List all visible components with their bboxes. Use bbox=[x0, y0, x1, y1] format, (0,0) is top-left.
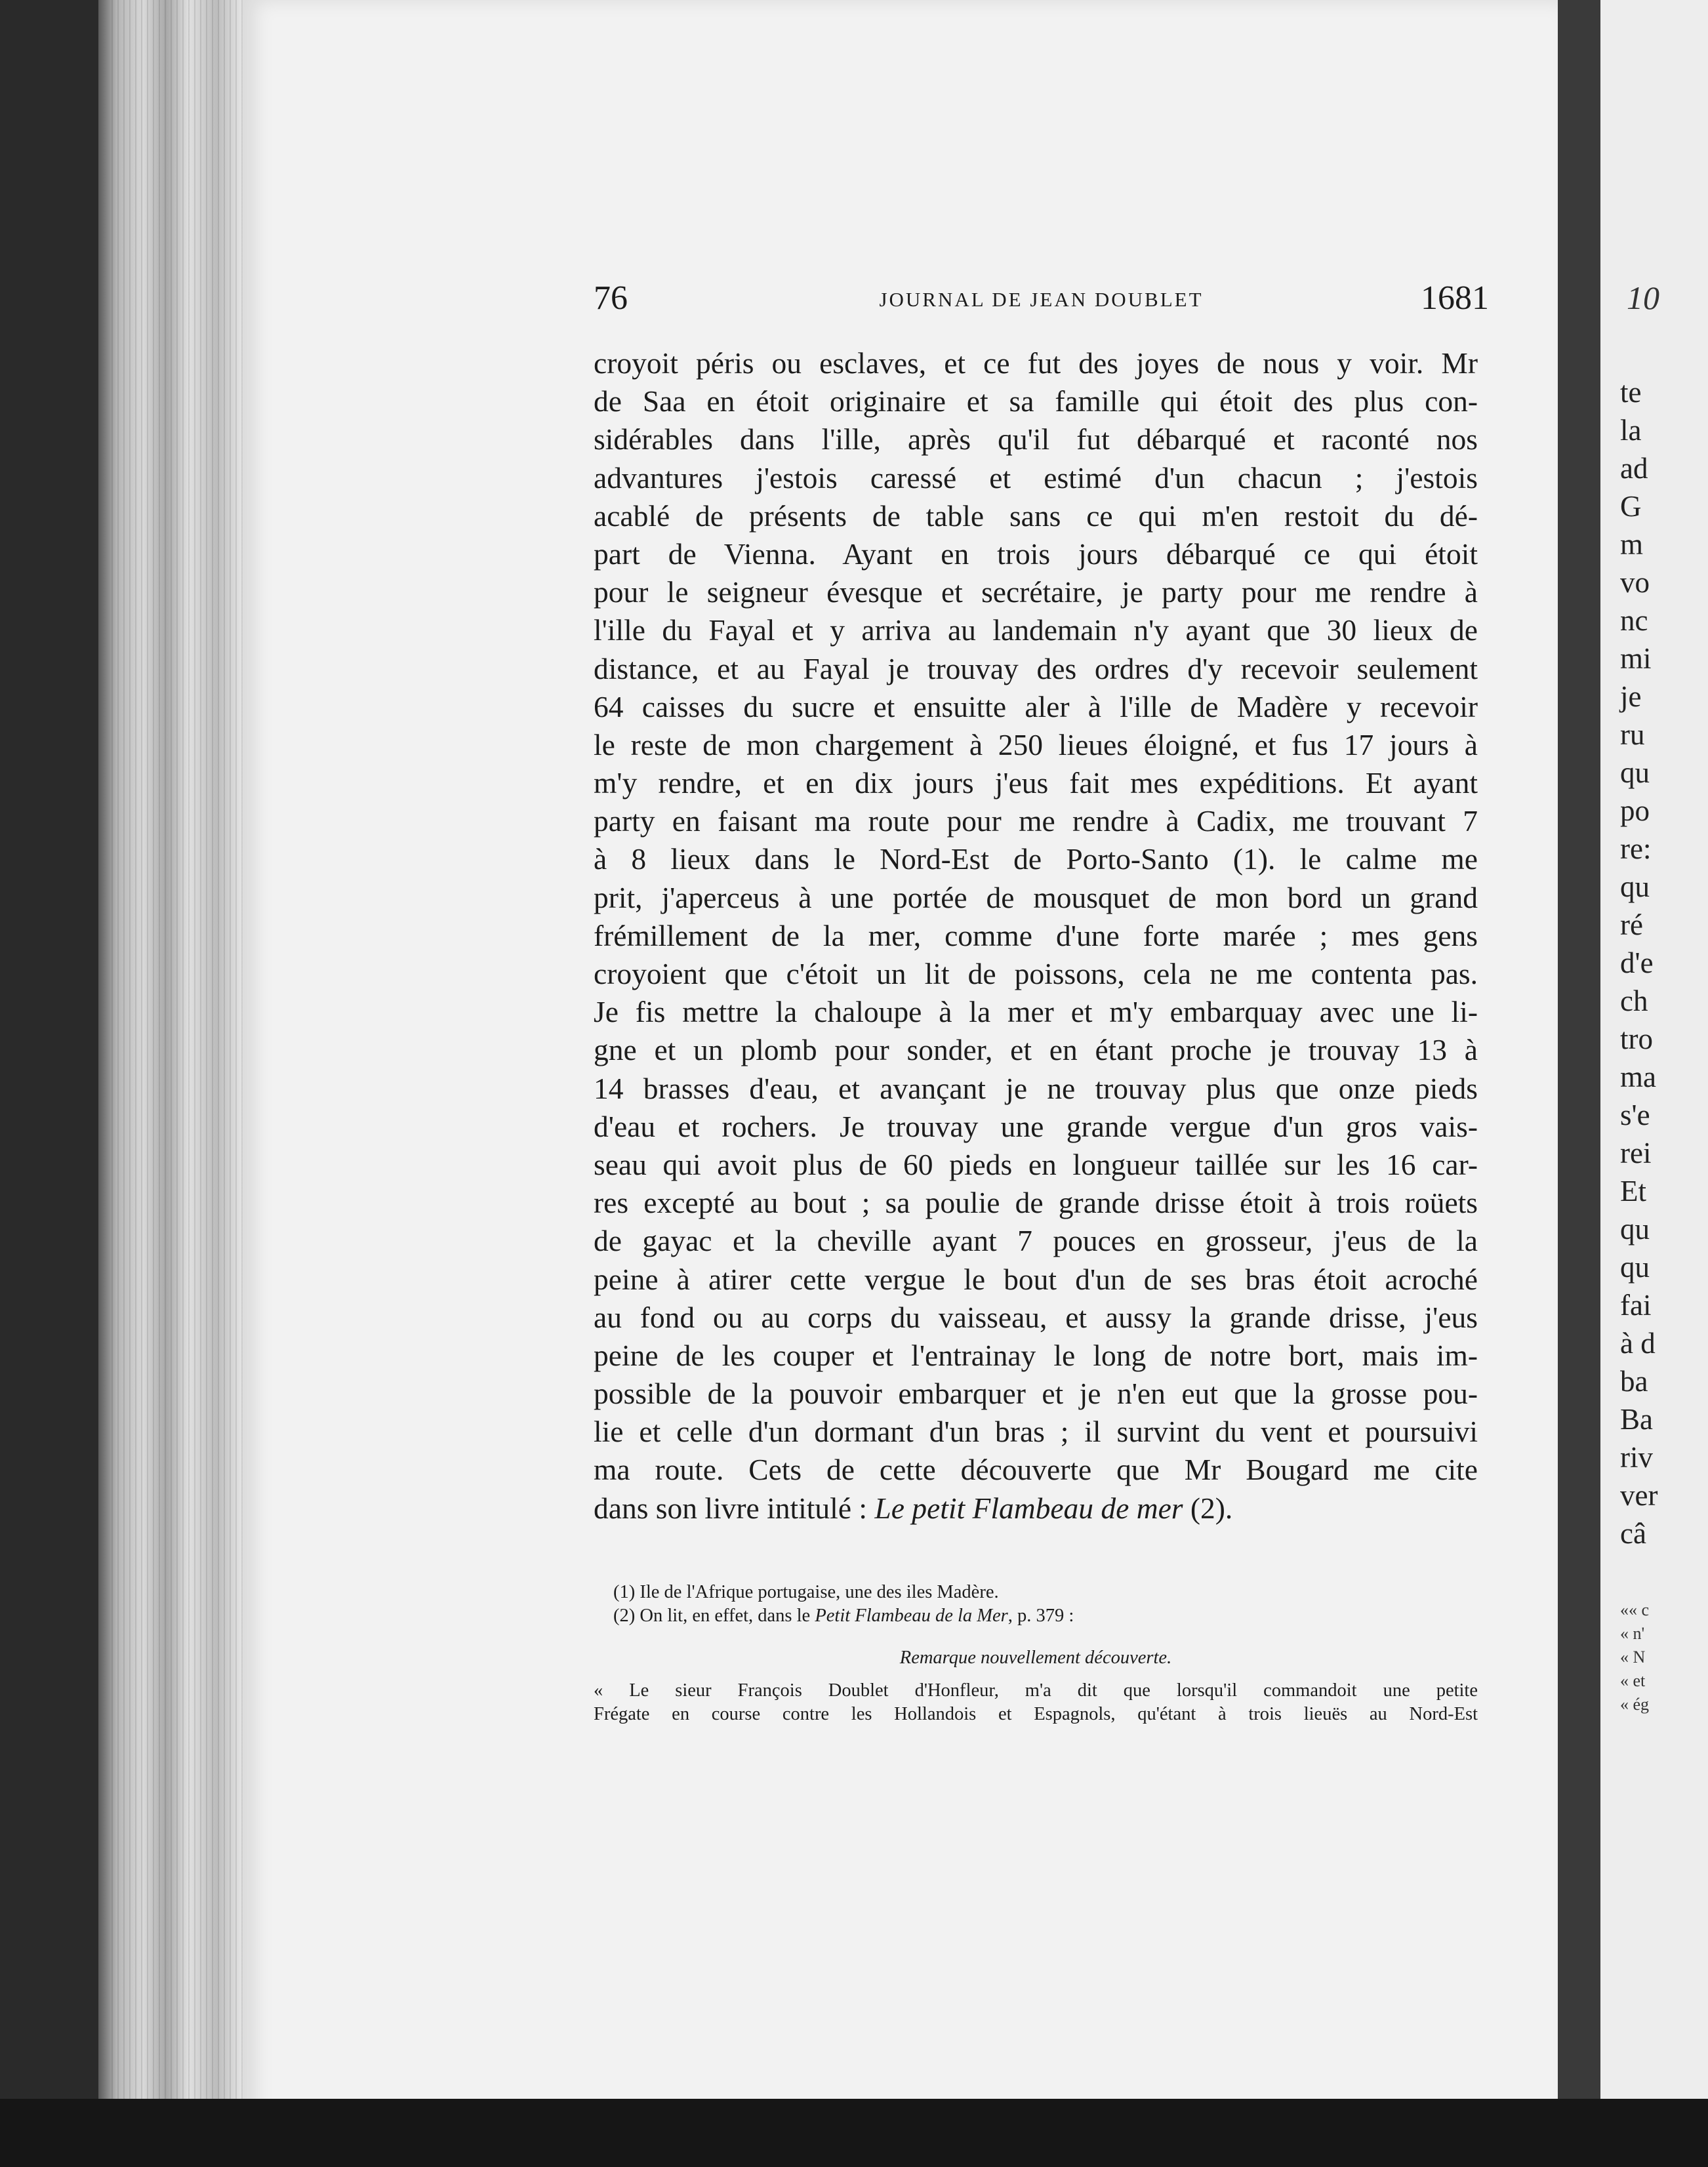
facing-page-fragment: qu bbox=[1620, 870, 1650, 903]
facing-page-fragment: la bbox=[1620, 414, 1642, 447]
body-line: pour le seigneur évesque et secrétaire, je party pour me rendre à bbox=[594, 575, 1478, 609]
body-line: distance, et au Fayal je trouvay des ordres d'y recevoir seulement bbox=[594, 651, 1478, 685]
body-line: acablé de présents de table sans ce qui m'en restoit du dé- bbox=[594, 498, 1478, 533]
body-line: res excepté au bout ; sa poulie de grande drisse étoit à trois roüets bbox=[594, 1186, 1478, 1220]
facing-page-note: « n' bbox=[1620, 1624, 1645, 1643]
body-line: seau qui avoit plus de 60 pieds en longueur taillée sur les 16 car- bbox=[594, 1147, 1478, 1181]
body-line: m'y rendre, et en dix jours j'eus fait mes expéditions. Et ayant bbox=[594, 766, 1478, 800]
facing-page-fragment: nc bbox=[1620, 604, 1648, 637]
body-line: au fond ou au corps du vaisseau, et aussy la grande drisse, j'eus bbox=[594, 1300, 1478, 1334]
body-line: lie et celle d'un dormant d'un bras ; il survint du vent et poursuivi bbox=[594, 1415, 1478, 1449]
body-line: 14 brasses d'eau, et avançant je ne trouvay plus que onze pieds bbox=[594, 1071, 1478, 1105]
body-line: Je fis mettre la chaloupe à la mer et m'y embarquay avec une li- bbox=[594, 995, 1478, 1029]
body-line: sidérables dans l'ille, après qu'il fut débarqué et raconté nos bbox=[594, 422, 1478, 456]
body-line: le reste de mon chargement à 250 lieues éloigné, et fus 17 jours à bbox=[594, 727, 1478, 761]
body-line: gne et un plomb pour sonder, et en étant proche je trouvay 13 à bbox=[594, 1033, 1478, 1067]
scan-bottom-edge bbox=[0, 2099, 1708, 2167]
facing-page-fragment: rei bbox=[1620, 1137, 1652, 1169]
facing-page-fragment: te bbox=[1620, 376, 1642, 409]
facing-page-fragment: qu bbox=[1620, 1213, 1650, 1246]
body-line: party en faisant ma route pour me rendre à Cadix, me trouvant 7 bbox=[594, 804, 1478, 838]
body-last-text: dans son livre intitulé : bbox=[594, 1491, 875, 1525]
facing-page-fragment: qu bbox=[1620, 1251, 1650, 1284]
footnote-quote-line: Frégate en course contre les Hollandois et Espagnols, qu'étant à trois lieuës au Nord-Est bbox=[594, 1704, 1478, 1724]
facing-page bbox=[1600, 0, 1708, 2167]
facing-page-fragment: ad bbox=[1620, 452, 1648, 485]
facing-page-fragment: riv bbox=[1620, 1441, 1653, 1474]
body-line: de Saa en étoit originaire et sa famille qui étoit des plus con- bbox=[594, 384, 1478, 418]
facing-page-fragment: tro bbox=[1620, 1023, 1653, 1055]
running-title: JOURNAL DE JEAN DOUBLET bbox=[879, 288, 1204, 311]
facing-page-fragment: Et bbox=[1620, 1175, 1646, 1207]
header-year: 1681 bbox=[1421, 279, 1489, 317]
facing-page-fragment: ver bbox=[1620, 1479, 1658, 1512]
facing-page-fragment: ma bbox=[1620, 1061, 1656, 1093]
facing-page-fragment: fai bbox=[1620, 1289, 1652, 1322]
facing-page-fragment: d'e bbox=[1620, 946, 1654, 979]
footnote-2-page: , p. 379 : bbox=[1007, 1606, 1074, 1626]
body-line: ma route. Cets de cette découverte que Mr Bougard me cite bbox=[594, 1453, 1478, 1487]
facing-page-note: « ég bbox=[1620, 1695, 1650, 1714]
body-line: prit, j'aperceus à une portée de mousquet de mon bord un grand bbox=[594, 880, 1478, 914]
footnote-2 bbox=[594, 1604, 1478, 1628]
page-number: 76 bbox=[594, 279, 628, 317]
running-header bbox=[594, 279, 1489, 325]
body-line: peine à atirer cette vergue le bout d'un de ses bras étoit acroché bbox=[594, 1262, 1478, 1296]
footnotes bbox=[594, 1581, 1478, 1726]
facing-page-fragment: po bbox=[1620, 794, 1650, 827]
facing-page-fragment: câ bbox=[1620, 1517, 1646, 1550]
facing-page-fragment: je bbox=[1620, 680, 1642, 713]
body-line: à 8 lieux dans le Nord-Est de Porto-Santo (1). le calme me bbox=[594, 842, 1478, 876]
facing-page-note: « et bbox=[1620, 1671, 1646, 1690]
body-line: croyoient que c'étoit un lit de poissons, cela ne me contenta pas. bbox=[594, 957, 1478, 990]
body-line: de gayac et la cheville ayant 7 pouces en grosseur, j'eus de la bbox=[594, 1224, 1478, 1258]
facing-page-fragment: mi bbox=[1620, 642, 1652, 675]
facing-page-note: « N bbox=[1620, 1648, 1646, 1667]
facing-page-fragment: ru bbox=[1620, 718, 1645, 751]
facing-page-fragment: s'e bbox=[1620, 1099, 1650, 1131]
book-gutter bbox=[1558, 0, 1600, 2167]
footnote-subheading: Remarque nouvellement découverte. bbox=[899, 1648, 1172, 1668]
body-line: possible de la pouvoir embarquer et je n'en eut que la grosse pou- bbox=[594, 1377, 1478, 1411]
body-line: advantures j'estois caressé et estimé d'un chacun ; j'estois bbox=[594, 460, 1478, 495]
facing-page-fragment: vo bbox=[1620, 566, 1650, 599]
facing-page-note: «« c bbox=[1620, 1600, 1650, 1619]
body-line: d'eau et rochers. Je trouvay une grande vergue d'un gros vais- bbox=[594, 1109, 1478, 1143]
body-line: frémillement de la mer, comme d'une forte marée ; mes gens bbox=[594, 918, 1478, 952]
body-line: l'ille du Fayal et y arriva au landemain n'y ayant que 30 lieux de bbox=[594, 613, 1478, 647]
page-stack-lines bbox=[112, 0, 243, 2167]
facing-page-fragment: qu bbox=[1620, 756, 1650, 789]
book-title-italic: Le petit Flambeau de mer bbox=[874, 1491, 1183, 1525]
footnote-quote-line: « Le sieur François Doublet d'Honfleur, m'a dit que lorsqu'il commandoit une petite bbox=[594, 1680, 1478, 1701]
facing-page-fragment: G bbox=[1620, 490, 1642, 523]
body-last-ref: (2). bbox=[1183, 1491, 1233, 1525]
body-line: 64 caisses du sucre et ensuitte aler à l'ille de Madère y recevoir bbox=[594, 689, 1478, 723]
facing-page-fragment: m bbox=[1620, 528, 1644, 561]
facing-page-header: 10 bbox=[1627, 279, 1659, 316]
footnote-1: (1) Ile de l'Afrique portugaise, une des iles Madère. bbox=[613, 1582, 999, 1602]
body-text bbox=[594, 344, 1478, 1528]
body-last-line bbox=[594, 1489, 1478, 1528]
facing-page-fragment: ré bbox=[1620, 908, 1643, 941]
body-line: peine de les couper et l'entrainay le long de notre bort, mais im- bbox=[594, 1338, 1478, 1372]
facing-page-fragment: Ba bbox=[1620, 1403, 1653, 1436]
body-line: croyoit péris ou esclaves, et ce fut des joyes de nous y voir. Mr bbox=[594, 346, 1478, 380]
footnote-2-text: (2) On lit, en effet, dans le bbox=[613, 1606, 815, 1626]
facing-page-fragment: ba bbox=[1620, 1365, 1648, 1398]
footnote-2-title: Petit Flambeau de la Mer bbox=[815, 1606, 1008, 1626]
facing-page-fragment: à d bbox=[1620, 1327, 1656, 1360]
facing-page-fragment: re: bbox=[1620, 832, 1652, 865]
facing-page-fragment: ch bbox=[1620, 984, 1648, 1017]
body-line: part de Vienna. Ayant en trois jours débarqué ce qui étoit bbox=[594, 537, 1478, 571]
